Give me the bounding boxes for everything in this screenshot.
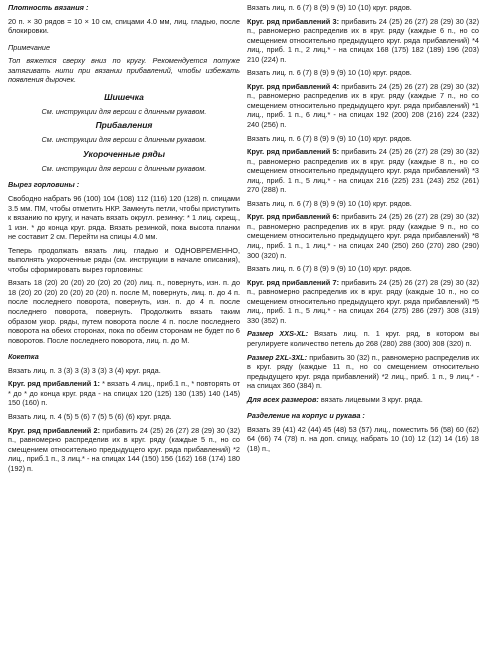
- all-sizes: [247, 395, 479, 405]
- size-xxs-xl-label: Размер XXS-XL:: [247, 329, 309, 339]
- neckline-paragraph-1: Свободно набрать 96 (100) 104 (108) 112 (116) 120 (128) п. спицами 3.5 мм. ПМ, чтобы отметить НКР. Замкнуть петли, чтобы приступить к вязанию по кругу, и начать вязать округл. резинку: * 1 лиц. скрещ., 1 изн. * до конца круг. ряда. Вязать резинкой, пока высота планки не составит 2 см. Перейти на спицы 4.0 мм.: [8, 194, 240, 242]
- increase-round-7-label: Круг. ряд прибавлений 7:: [247, 277, 340, 287]
- section-title-bobble: Шишечка: [104, 91, 144, 102]
- all-sizes-text: вязать лицевыми 3 круг. ряда.: [318, 394, 423, 404]
- increase-round-3-label: Круг. ряд прибавлений 3:: [247, 16, 340, 26]
- increase-round-6-label: Круг. ряд прибавлений 6:: [247, 212, 340, 222]
- increase-round-7: [247, 278, 479, 326]
- section-text-bobble: См. инструкции для версии с длинным рукавом.: [41, 106, 207, 116]
- increase-round-3-text: прибавить 24 (25) 26 (27) 28 (29) 30 (32) п., равномерно распределив их в круг. ряду (каждые 6 п., но со смещением относительно предыдущего круг. ряда прибавлений) *4 лиц., приб. 1 п., 2 лиц.* - на спицах 168 (175) 182 (189) 196 (203) 210 (224) п.: [247, 16, 479, 64]
- rounds-text-3: Вязать лиц. п. 6 (7) 8 (9) 9 (9) 10 (10) круг. рядов.: [247, 133, 412, 143]
- size-2xl-3xl-text: прибавить 30 (32) п., равномерно распределив их в круг. ряду (каждые 11 п., но со смещением относительно предыдущего круг. ряда прибавлений) *2 лиц., приб. 1 п., 9 лиц.* - на спицах 360 (384) п.: [247, 352, 479, 391]
- increase-round-4-label: Круг. ряд прибавлений 4:: [247, 81, 340, 91]
- section-text-short-rows: См. инструкции для версии с длинным рукавом.: [41, 163, 207, 173]
- neckline-paragraph-2: Теперь продолжать вязать лиц. гладью и ОДНОВРЕМЕННО, выполнять укороченные ряды (см. инструкции в начале описания), чтобы сформировать вырез горловины:: [8, 245, 240, 274]
- neckline-title: Вырез горловины :: [8, 180, 80, 190]
- all-sizes-label: Для всех размеров:: [247, 394, 319, 404]
- separation-title: Разделение на корпус и рукава :: [247, 411, 365, 421]
- yoke-title: Кокетка: [8, 352, 39, 362]
- increase-round-1-label: Круг. ряд прибавлений 1:: [8, 379, 100, 389]
- right-column: [247, 3, 479, 453]
- rounds-text-1: Вязать лиц. п. 6 (7) 8 (9) 9 (9) 10 (10) круг. рядов.: [247, 3, 412, 12]
- increase-round-1-text: * вязать 4 лиц., приб.1 п., * повторять от * до * до конца круг. ряда - на спицах 120 (125) 130 (135) 140 (145) 150 (160) п.: [8, 379, 240, 408]
- note-title: Примечание: [8, 42, 51, 52]
- section-text-increases: См. инструкции для версии с длинным рукавом.: [41, 135, 207, 145]
- increase-round-1: [8, 379, 240, 408]
- size-xxs-xl-text: Вязать лиц. п. 1 круг. ряд, в котором вы регулируете количество петель до 268 (280) 288 (300) 308 (320) п.: [247, 329, 479, 348]
- yoke-paragraph-2: Вязать лиц. п. 4 (5) 5 (6) 7 (5) 5 (6) (6) круг. ряда.: [8, 411, 172, 421]
- neckline-paragraph-3: Вязать 18 (20) 20 (20) 20 (20) 20 (20) лиц. п., повернуть, изн. п. до 18 (20) 20 (20) 20 (20) 20 (20) п. после М, повернуть, лиц. п. до 4 п. после последнего поворота, повернуть, изн. п. до 4 п. после последнего поворота, повернуть. Продолжить вязать таким образом укор. ряды, путем поворота после 4 п. после последнего поворота на обеих сторонах, пока по обеим сторонам не будет по 6 поворотов. После последнего поворота, лиц. п. до М.: [8, 278, 240, 345]
- increase-round-5-text: прибавить 24 (25) 26 (27) 28 (29) 30 (32) п., равномерно распределив их в круг. ряду (каждые 8 п., но со смещением относительно предыдущего круг. ряда прибавлений) *3 лиц., приб. 1 п., 5 лиц.* - на спицах 216 (225) 231 (243) 252 (261) 270 (288) п.: [247, 147, 479, 195]
- increase-round-3: [247, 17, 479, 65]
- separation-text: Вязать 39 (41) 42 (44) 45 (48) 53 (57) лиц., поместить 56 (58) 60 (62) 64 (66) 74 (78) п. на доп. спицу, набрать 10 (10) 12 (12) 14 (16) 18 (18) п.,: [247, 424, 479, 453]
- section-title-increases: Прибавления: [95, 120, 153, 131]
- increase-round-4-text: прибавить 24 (25) 26 (27) 28 (29) 30 (32) п., равномерно распределив их в круг. ряду (каждые 7 п., но со смещением относительно предыдущего круг. ряда прибавлений) *1 лиц., приб. 1 п., 6 лиц.* - на спицах 192 (200) 208 (216) 224 (232) 240 (256) п.: [247, 81, 479, 130]
- yoke-paragraph-1: Вязать лиц. п. 3 (3) 3 (3) 3 (3) 3 (4) круг. ряда.: [8, 365, 161, 375]
- rounds-text-5: Вязать лиц. п. 6 (7) 8 (9) 9 (9) 10 (10) круг. рядов.: [247, 264, 412, 274]
- increase-round-6-text: прибавить 24 (25) 26 (27) 28 (29) 30 (32) п., равномерно распределив их в круг. ряду (каждые 9 п., но со смещением относительно предыдущего круг. ряда прибавлений) *8 лиц., приб. 1 п., 1 лиц.* - на спицах 240 (250) 260 (270) 280 (290) 300 (320) п.: [247, 212, 479, 260]
- increase-round-2: [8, 426, 240, 474]
- rounds-text-2: Вязать лиц. п. 6 (7) 8 (9) 9 (9) 10 (10) круг. рядов.: [247, 68, 412, 78]
- density-text: 20 п. × 30 рядов = 10 × 10 см, спицами 4.0 мм, лиц. гладью, после блокировки.: [8, 16, 240, 36]
- size-2xl-3xl: [247, 353, 479, 391]
- section-title-short-rows: Укороченные ряды: [82, 148, 166, 159]
- increase-round-4: [247, 82, 479, 130]
- size-xxs-xl: [247, 329, 479, 348]
- increase-round-2-label: Круг. ряд прибавлений 2:: [8, 425, 101, 435]
- increase-round-2-text: прибавить 24 (25) 26 (27) 28 (29) 30 (32) п., равномерно распределив их в круг. ряду (каждые 5 п., но со смещением относительно предыдущего круг. ряда прибавлений) *2 лиц., приб.1 п., 3 лиц.* - на спицах 144 (150) 156 (162) 168 (174) 180 (192) п.: [8, 425, 240, 473]
- left-column: [8, 3, 240, 473]
- rounds-text-4: Вязать лиц. п. 6 (7) 8 (9) 9 (9) 10 (10) круг. рядов.: [247, 198, 412, 208]
- note-text: Топ вяжется сверху вниз по кругу. Рекомендуется потуже затягивать нити при вязании прибавлений, чтобы избежать появления дырочек.: [8, 56, 240, 85]
- increase-round-5-label: Круг. ряд прибавлений 5:: [247, 147, 340, 157]
- increase-round-7-text: прибавить 24 (25) 26 (27) 28 (29) 30 (32) п., равномерно распределив их в круг. ряду (каждые 10 п., но со смещением относительно предыдущего круг. ряда прибавлений) *5 лиц., приб. 1 п., 5 лиц.* - на спицах 264 (275) 286 (297) 308 (319) 330 (352) п.: [247, 277, 479, 325]
- increase-round-5: [247, 147, 479, 195]
- size-2xl-3xl-label: Размер 2XL-3XL:: [247, 352, 308, 362]
- increase-round-6: [247, 212, 479, 260]
- density-title: Плотность вязания :: [8, 3, 89, 12]
